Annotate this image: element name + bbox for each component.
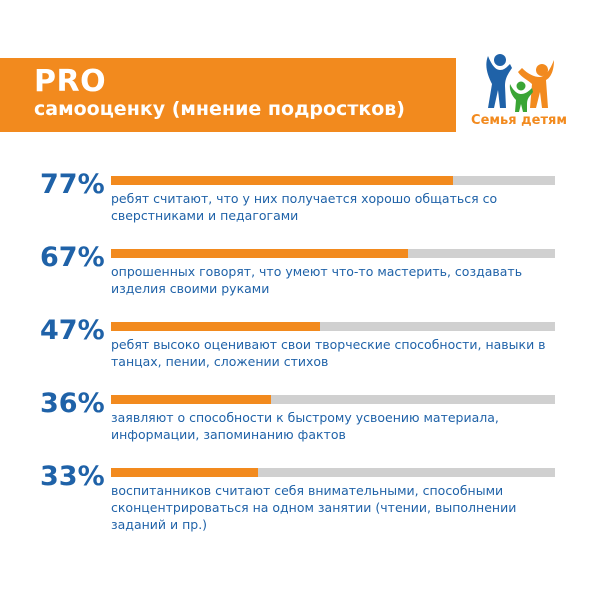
bar-fill [111,249,408,258]
stat-percent: 47% [40,315,105,346]
stat-description: ребят высоко оценивают свои творческие способности, навыки в танцах, пении, сложении стихов [111,337,546,369]
stat-description: воспитанников считают себя внимательными, способными сконцентрироваться на одном занятии (чтении, выполнении заданий и пр.) [111,483,517,532]
stat-percent: 77% [40,169,105,200]
bar-fill [111,322,320,331]
stat-row [0,462,600,532]
bar-fill [111,176,453,185]
stat-description: опрошенных говорят, что умеют что-то мастерить, создавать изделия своими руками [111,264,523,296]
bar-track [111,249,555,258]
stat-percent: 36% [40,388,105,419]
bar-track [111,322,555,331]
bar-fill [111,468,258,477]
stat-description: ребят считают, что у них получается хорошо общаться со сверстниками и педагогами [111,191,498,223]
header-banner [0,58,456,132]
page-subtitle: самооценку (мнение подростков) [34,98,405,120]
bar-track [111,395,555,404]
page-title: PRO [34,64,107,99]
bar-track [111,176,555,185]
stat-row [0,243,600,313]
stat-percent: 33% [40,461,105,492]
stat-description: заявляют о способности к быстрому усвоению материала, информации, запоминанию фактов [111,410,499,442]
stat-percent: 67% [40,242,105,273]
stat-row [0,389,600,459]
stat-row [0,316,600,386]
logo-text: Семья детям [471,113,567,128]
bar-fill [111,395,271,404]
bar-track [111,468,555,477]
stat-row [0,170,600,240]
